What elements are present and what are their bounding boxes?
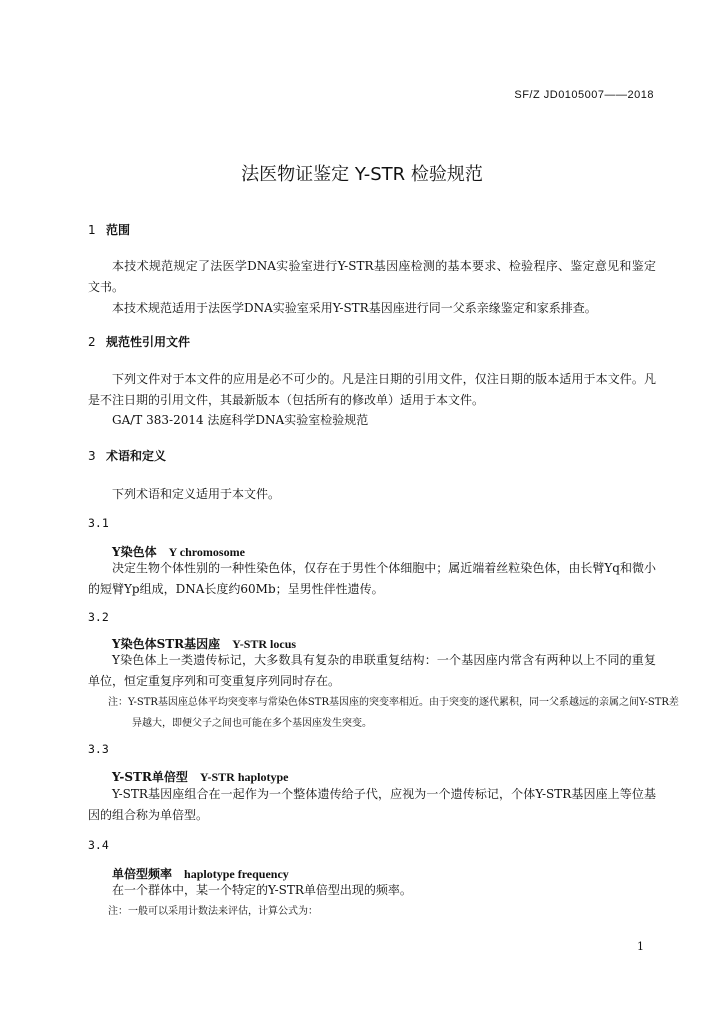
term-3-3-number: 3.3 [88,742,109,756]
document-title: 法医物证鉴定 Y-STR 检验规范 [241,164,483,185]
term-3-1-number: 3.1 [88,516,109,530]
term-3-1-definition: 决定生物个体性别的一种性染色体，仅存在于男性个体细胞中；属近端着丝粒染色体，由长臂Yq和微小的短臂Yp组成，DNA长度约60Mb；呈男性伴性遗传。 [88,561,656,596]
section-title: 规范性引用文件 [106,335,191,349]
term-3-4-note: 注：一般可以采用计数法来评估，计算公式为： [108,906,318,917]
section-number: 2 [88,335,96,349]
term-3-2-number: 3.2 [88,610,109,624]
section-2-paragraph-1: 下列文件对于本文件的应用是必不可少的。凡是注日期的引用文件，仅注日期的版本适用于本文件。凡是不注日期的引用文件，其最新版本（包括所有的修改单）适用于本文件。 [88,372,656,407]
term-3-2-note: 注：Y-STR基因座总体平均突变率与常染色体STR基因座的突变率相近。由于突变的逐代累积，同一父系越远的亲属之间Y-STR差异越大，即便父子之间也可能在多个基因座发生突变。 [108,697,679,729]
term-3-3-definition: Y-STR基因座组合在一起作为一个整体遗传给子代，应视为一个遗传标记，个体Y-STR基因座上等位基因的组合称为单倍型。 [88,787,656,822]
term-english: haplotype frequency [184,867,289,881]
term-3-4-definition: 在一个群体中，某一个特定的Y-STR单倍型出现的频率。 [112,883,412,897]
section-1-heading [88,221,130,238]
term-chinese: Y染色体 [112,545,157,559]
term-3-3-heading [112,768,289,785]
section-number: 3 [88,449,96,463]
term-3-4-number: 3.4 [88,838,109,852]
term-chinese: Y染色体STR基因座 [112,637,221,651]
section-title: 术语和定义 [106,449,167,463]
section-1-paragraph-2: 本技术规范适用于法医学DNA实验室采用Y-STR基因座进行同一父系亲缘鉴定和家系排查。 [112,301,597,315]
term-chinese: Y-STR单倍型 [112,770,188,784]
term-english: Y chromosome [168,545,245,559]
term-chinese: 单倍型频率 [112,867,173,881]
term-english: Y-STR haplotype [199,770,289,784]
section-1-paragraph-1: 本技术规范规定了法医学DNA实验室进行Y-STR基因座检测的基本要求、检验程序、鉴定意见和鉴定文书。 [88,259,656,294]
section-3-heading [88,447,166,464]
section-2-heading [88,333,190,350]
section-number: 1 [88,223,96,237]
section-title: 范围 [106,223,131,237]
page-number: 1 [637,940,644,953]
term-3-2-definition: Y染色体上一类遗传标记，大多数具有复杂的串联重复结构：一个基因座内常含有两种以上不同的重复单位，恒定重复序列和可变重复序列同时存在。 [88,653,656,688]
standard-code: SF/Z JD0105007——2018 [514,89,654,101]
section-3-intro: 下列术语和定义适用于本文件。 [112,487,281,501]
term-english: Y-STR locus [232,637,297,651]
normative-reference: GA/T 383-2014 法庭科学DNA实验室检验规范 [112,413,369,427]
